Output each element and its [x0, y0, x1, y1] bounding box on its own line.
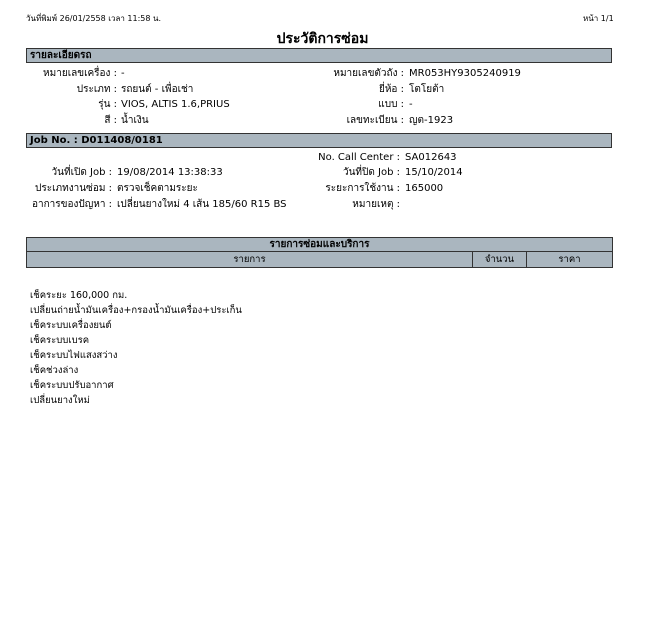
note-label: หมายเหตุ : [352, 199, 400, 210]
brand-label: ยี่ห้อ : [378, 84, 404, 95]
color-label: สี : [104, 115, 117, 126]
services-section-header: รายการซ่อมและบริการ [26, 237, 613, 252]
list-item: เช็คระบบปรับอากาศ [30, 380, 114, 391]
open-date-label: วันที่เปิด Job : [51, 167, 112, 178]
model-value: VIOS, ALTIS 1.6,PRIUS [121, 99, 230, 110]
variant-label: แบบ : [378, 99, 404, 110]
chassis-no-value: MR053HY9305240919 [409, 68, 521, 79]
list-item: เปลี่ยนถ่ายน้ำมันเครื่อง+กรองน้ำมันเครื่อง+ประเก็น [30, 305, 242, 316]
list-item: เช็คระบบเครื่องยนต์ [30, 320, 112, 331]
services-column-headers [26, 252, 613, 268]
open-date-value: 19/08/2014 13:38:33 [117, 167, 223, 178]
list-item: เช็คช่วงล่าง [30, 365, 79, 376]
chassis-no-label: หมายเลขตัวถัง : [333, 68, 404, 79]
close-date-value: 15/10/2014 [405, 167, 463, 178]
plate-label: เลขทะเบียน : [346, 115, 404, 126]
symptom-label: อาการของปัญหา : [31, 199, 112, 210]
distance-label: ระยะการใช้งาน : [325, 183, 400, 194]
column-item: รายการ [27, 252, 473, 267]
color-value: น้ำเงิน [121, 115, 149, 126]
engine-no-value: - [121, 68, 125, 79]
page-title: ประวัติการซ่อม [276, 31, 369, 47]
call-center-label: No. Call Center : [318, 152, 400, 163]
list-item: เช็คระบบเบรค [30, 335, 90, 346]
distance-value: 165000 [405, 183, 444, 194]
list-item: เปลี่ยนยางใหม่ [30, 395, 90, 406]
column-quantity: จำนวน [473, 252, 527, 267]
variant-value: - [409, 99, 413, 110]
call-center-value: SA012643 [405, 152, 457, 163]
work-type-value: ตรวจเช็คตามระยะ [117, 183, 198, 194]
type-value: รถยนต์ - เพื่อเช่า [121, 84, 194, 95]
vehicle-section-header: รายละเอียดรถ [26, 48, 612, 63]
column-price: ราคา [558, 254, 581, 265]
engine-no-label: หมายเลขเครื่อง : [43, 68, 117, 79]
model-label: รุ่น : [98, 99, 117, 110]
service-items-list [30, 288, 242, 408]
close-date-label: วันที่ปิด Job : [342, 167, 400, 178]
plate-value: ญต-1923 [409, 115, 454, 126]
type-label: ประเภท : [76, 84, 117, 95]
services-table [26, 237, 613, 268]
list-item: เช็คระบบไฟแสงสว่าง [30, 350, 118, 361]
job-section-header: Job No. : D011408/0181 [26, 133, 612, 148]
print-date: วันที่พิมพ์ 26/01/2558 เวลา 11:58 น. [26, 14, 162, 23]
page-number: หน้า 1/1 [583, 14, 614, 23]
work-type-label: ประเภทงานซ่อม : [35, 183, 112, 194]
list-item: เช็คระยะ 160,000 กม. [30, 290, 128, 301]
brand-value: โตโยต้า [409, 84, 445, 95]
symptom-value: เปลี่ยนยางใหม่ 4 เส้น 185/60 R15 BS [117, 199, 287, 210]
